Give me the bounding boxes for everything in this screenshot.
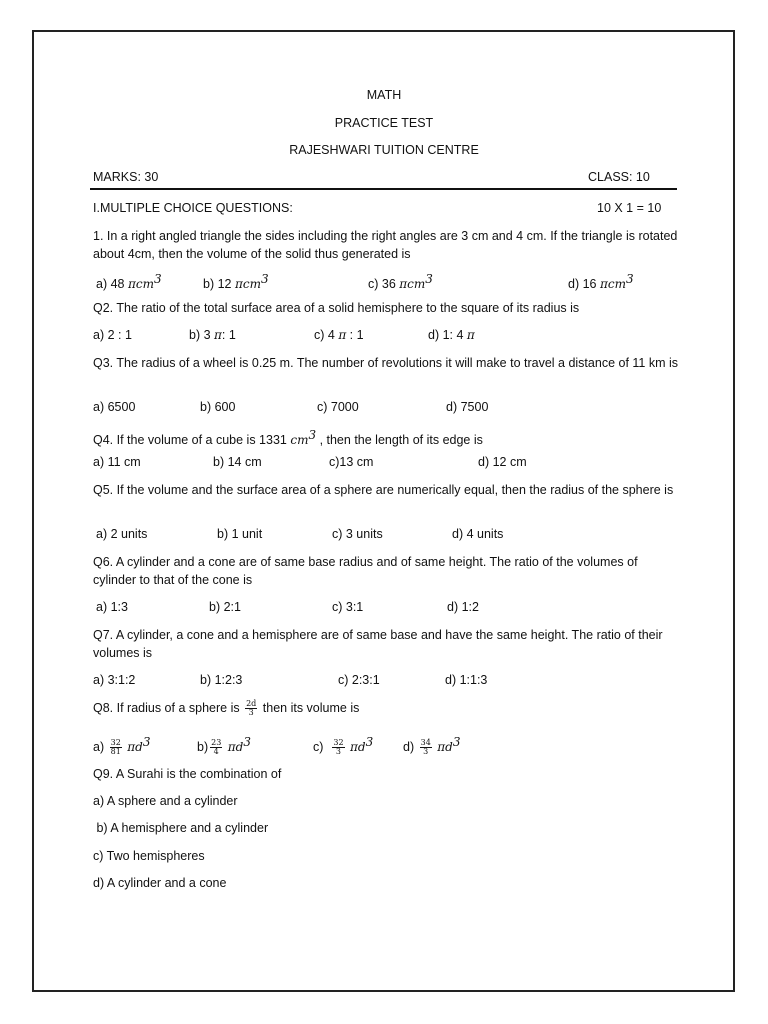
q1-option-b: b) 12 πcm$^3$ [203, 272, 269, 292]
question-8: Q8. If radius of a sphere is $\frac{2d}{3}$ then its volume is [93, 699, 360, 717]
marks-label: MARKS: 30 [93, 170, 159, 184]
question-4: Q4. If the volume of a cube is 1331 $cm^3$ , then the length of its edge is [93, 428, 483, 448]
centre-name: RAJESHWARI TUITION CENTRE [289, 143, 479, 157]
q6-option-d: d) 1:2 [447, 600, 479, 614]
q2-option-b: b) 3 π: 1 [189, 328, 236, 342]
q9-option-c: c) Two hemispheres [93, 849, 205, 863]
question-1: 1. In a right angled triangle the sides including the right angles are 3 cm and 4 cm. If the triangle is rotated about 4cm, then the volume of the solid thus generated is [93, 229, 678, 261]
section-title: I.MULTIPLE CHOICE QUESTIONS: [93, 201, 293, 215]
q1-option-d: d) 16 πcm$^3$ [568, 272, 634, 292]
q4-option-d: d) 12 cm [478, 455, 527, 469]
radius-fraction: $\frac{2d}{3}$ [246, 699, 257, 717]
q8-option-c: c) $\frac{32}{3}$ $\pi d^3$ [313, 735, 374, 757]
q3-option-c: c) 7000 [317, 400, 359, 414]
q1-option-c: c) 36 πcm$^3$ [368, 272, 433, 292]
q9-option-d: d) A cylinder and a cone [93, 876, 227, 890]
question-9: Q9. A Surahi is the combination of [93, 767, 282, 781]
q5-option-b: b) 1 unit [217, 527, 263, 541]
q7-option-b: b) 1:2:3 [200, 673, 243, 687]
q4-option-a: a) 11 cm [93, 455, 141, 469]
q4-option-c: c)13 cm [329, 455, 374, 469]
test-title: PRACTICE TEST [334, 116, 434, 130]
q3-option-b: b) 600 [200, 400, 236, 414]
marks-scheme: 10 X 1 = 10 [597, 201, 662, 215]
q2-option-a: a) 2 : 1 [93, 328, 132, 342]
question-5: Q5. If the volume and the surface area of a sphere are numerically equal, then the radius of the sphere is [93, 483, 674, 497]
q6-option-a: a) 1:3 [96, 600, 128, 614]
q4-option-b: b) 14 cm [213, 455, 262, 469]
q8-option-d: d) $\frac{34}{3}$ $\pi d^3$ [403, 735, 461, 757]
q2-option-c: c) 4 π : 1 [314, 328, 364, 342]
q6-option-c: c) 3:1 [332, 600, 364, 614]
q1-option-a: a) 48 πcm$^3$ [96, 272, 162, 292]
q5-option-c: c) 3 units [332, 527, 383, 541]
q7-option-c: c) 2:3:1 [338, 673, 380, 687]
class-label: CLASS: 10 [588, 170, 650, 184]
q8-option-b: b) $\frac{23}{4}$ $\pi d^3$ [197, 735, 252, 757]
q8-option-a: a) $\frac{32}{81}$ $\pi d^3$ [93, 735, 151, 757]
q7-option-d: d) 1:1:3 [445, 673, 488, 687]
q5-option-a: a) 2 units [96, 527, 148, 541]
question-2: Q2. The ratio of the total surface area of a solid hemisphere to the square of its radius is [93, 301, 580, 315]
question-7: Q7. A cylinder, a cone and a hemisphere are of same base and have the same height. The ratio of their volumes is [93, 628, 663, 660]
question-6: Q6. A cylinder and a cone are of same base radius and of same height. The ratio of the volumes of cylinder to that of the cone is [93, 555, 638, 587]
q5-option-d: d) 4 units [452, 527, 504, 541]
subject-title: MATH [366, 88, 402, 102]
question-3: Q3. The radius of a wheel is 0.25 m. The number of revolutions it will make to travel a distance of 11 km is [93, 356, 678, 370]
q7-option-a: a) 3:1:2 [93, 673, 136, 687]
q3-option-d: d) 7500 [446, 400, 489, 414]
q9-option-b: b) A hemisphere and a cylinder [93, 821, 269, 835]
q9-option-a: a) A sphere and a cylinder [93, 794, 238, 808]
header-rule [90, 188, 677, 190]
q2-option-d: d) 1: 4 π [428, 328, 475, 342]
q3-option-a: a) 6500 [93, 400, 136, 414]
q6-option-b: b) 2:1 [209, 600, 241, 614]
